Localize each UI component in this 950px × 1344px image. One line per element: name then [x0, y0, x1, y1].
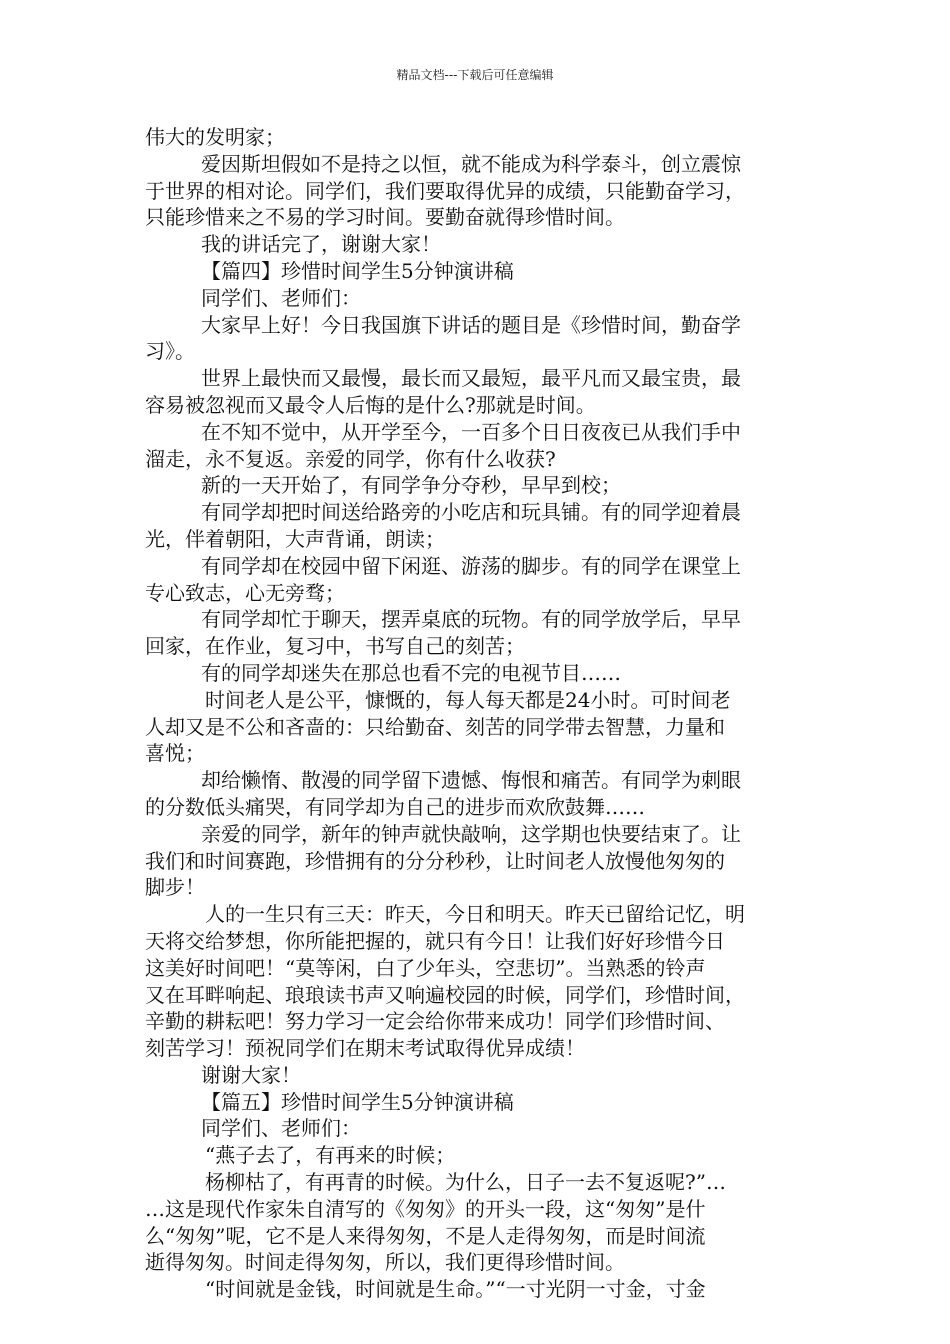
paragraph-line: 喜悦； [145, 741, 205, 766]
paragraph-line: 逝得匆匆。时间走得匆匆，所以，我们更得珍惜时间。 [145, 1250, 625, 1275]
page-header: 精品文档---下载后可任意编辑 [396, 68, 554, 82]
paragraph-line: 时间老人是公平，慷慨的，每人每天都是24小时。可时间老 [205, 687, 731, 712]
paragraph-line: 回家，在作业，复习中，书写自己的刻苦； [145, 634, 525, 659]
paragraph-line: 却给懒惰、散漫的同学留下遗憾、悔恨和痛苦。有同学为刺眼 [201, 768, 741, 793]
paragraph-line: 在不知不觉中，从开学至今，一百多个日日夜夜已从我们手中 [201, 419, 741, 444]
paragraph-line: 辛勤的耕耘吧！努力学习一定会给你带来成功！同学们珍惜时间、 [145, 1009, 725, 1034]
paragraph-line: 杨柳枯了，有再青的时候。为什么，日子一去不复返呢?”… [205, 1170, 726, 1195]
paragraph-line: 刻苦学习！预祝同学们在期末考试取得优异成绩！ [145, 1036, 585, 1061]
paragraph-line: 有同学却在校园中留下闲逛、游荡的脚步。有的同学在课堂上 [201, 553, 741, 578]
paragraph-line: 只能珍惜来之不易的学习时间。要勤奋就得珍惜时间。 [145, 205, 625, 230]
paragraph-line: …这是现代作家朱自清写的《匆匆》的开头一段，这“匆匆”是什 [145, 1196, 706, 1221]
paragraph-line: 人的一生只有三天：昨天，今日和明天。昨天已留给记忆，明 [205, 902, 745, 927]
paragraph-line: 亲爱的同学，新年的钟声就快敲响，这学期也快要结束了。让 [201, 821, 741, 846]
paragraph-line: 我的讲话完了，谢谢大家！ [201, 232, 441, 257]
paragraph-line: 光，伴着朝阳，大声背诵，朗读； [145, 526, 445, 551]
paragraph-line: 有同学却忙于聊天，摆弄桌底的玩物。有的同学放学后，早早 [201, 607, 741, 632]
paragraph-line: 容易被忽视而又最令人后悔的是什么?那就是时间。 [145, 392, 596, 417]
salutation: 同学们、老师们： [201, 1116, 361, 1141]
paragraph-line: 天将交给梦想，你所能把握的，就只有今日！让我们好好珍惜今日 [145, 928, 725, 953]
paragraph-line: “时间就是金钱，时间就是生命。”“一寸光阴一寸金，寸金 [205, 1277, 706, 1302]
paragraph-line: 这美好时间吧！“莫等闲，白了少年头，空悲切”。当熟悉的铃声 [145, 955, 706, 980]
paragraph-line: 溜走，永不复返。亲爱的同学，你有什么收获? [145, 446, 556, 471]
paragraph-line: 伟大的发明家； [145, 125, 285, 149]
paragraph-line: 有的同学却迷失在那总也看不完的电视节目…… [201, 660, 621, 685]
section-heading: 【篇五】珍惜时间学生5分钟演讲稿 [201, 1089, 514, 1114]
paragraph-line: 脚步！ [145, 875, 205, 900]
paragraph-line: 于世界的相对论。同学们，我们要取得优异的成绩，只能勤奋学习， [145, 178, 745, 203]
paragraph-line: 么“匆匆”呢，它不是人来得匆匆，不是人走得匆匆，而是时间流 [145, 1223, 706, 1248]
paragraph-line: 我们和时间赛跑，珍惜拥有的分分秒秒，让时间老人放慢他匆匆的 [145, 848, 725, 873]
paragraph-line: 世界上最快而又最慢，最长而又最短，最平凡而又最宝贵，最 [201, 366, 741, 391]
paragraph-line: “燕子去了，有再来的时候； [205, 1143, 456, 1168]
paragraph-line: 人却又是不公和吝啬的：只给勤奋、刻苦的同学带去智慧，力量和 [145, 714, 725, 739]
paragraph-line: 大家早上好！今日我国旗下讲话的题目是《珍惜时间，勤奋学 [201, 312, 741, 337]
paragraph-line: 谢谢大家！ [201, 1062, 301, 1087]
paragraph-line: 专心致志，心无旁骛； [145, 580, 345, 605]
document-body [145, 124, 817, 1303]
paragraph-line: 有同学却把时间送给路旁的小吃店和玩具铺。有的同学迎着晨 [201, 500, 741, 525]
paragraph-line: 的分数低头痛哭，有同学却为自己的进步而欢欣鼓舞…… [145, 794, 645, 819]
paragraph-line: 又在耳畔响起、琅琅读书声又响遍校园的时候，同学们，珍惜时间， [145, 982, 745, 1007]
paragraph-line: 新的一天开始了，有同学争分夺秒，早早到校； [201, 473, 621, 498]
paragraph-line: 习》。 [145, 339, 195, 364]
paragraph-line: 爱因斯坦假如不是持之以恒，就不能成为科学泰斗，创立震惊 [201, 151, 741, 176]
section-heading: 【篇四】珍惜时间学生5分钟演讲稿 [201, 258, 514, 283]
salutation: 同学们、老师们： [201, 285, 361, 310]
